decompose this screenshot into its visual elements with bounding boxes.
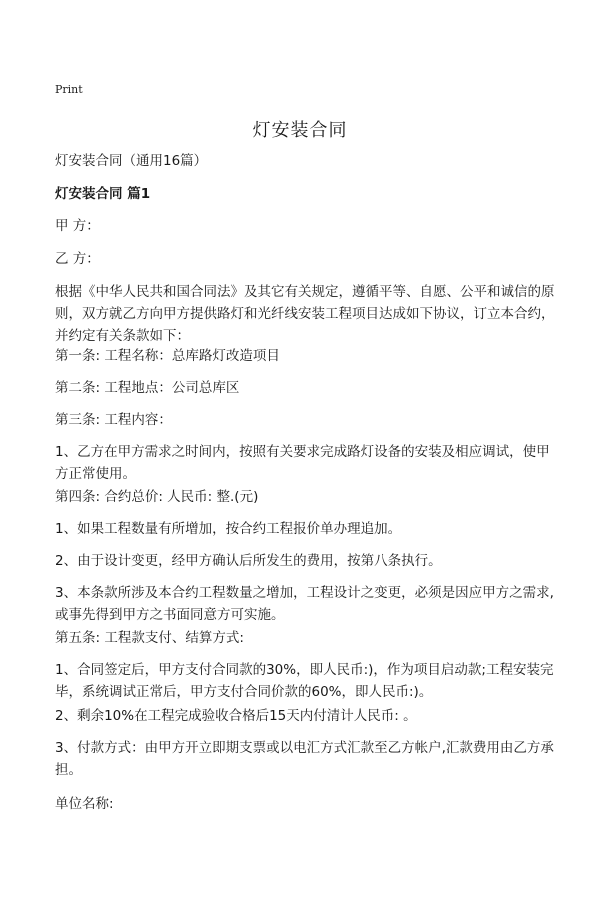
article-5-item-2: 2、剩余10%在工程完成验收合格后15天内付清计人民币: 。 xyxy=(55,708,417,724)
article-2: 第二条: 工程地点：公司总库区 xyxy=(55,380,240,396)
article-5-item-3: 3、付款方式：由甲方开立即期支票或以电汇方式汇款至乙方帐户,汇款费用由乙方承担。 xyxy=(55,740,554,778)
section-heading: 灯安装合同 篇1 xyxy=(55,186,151,202)
party-b-line: 乙 方： xyxy=(55,251,100,267)
unit-name-line: 单位名称: xyxy=(55,796,114,812)
article-1: 第一条: 工程名称：总库路灯改造项目 xyxy=(55,348,280,364)
document-subtitle: 灯安装合同（通用16篇） xyxy=(55,153,208,169)
article-5: 第五条: 工程款支付、结算方式: xyxy=(55,630,244,646)
party-a-line: 甲 方： xyxy=(55,218,100,234)
intro-paragraph: 根据《中华人民共和国合同法》及其它有关规定，遵循平等、自愿、公平和诚信的原则，双方就乙方向甲方提供路灯和光纤线安装工程项目达成如下协议，订立本合约，并约定有关条款如下： xyxy=(55,284,555,344)
article-5-item-1: 1、合同签定后，甲方支付合同款的30%，即人民币:)，作为项目启动款;工程安装完毕，系统调试正常后，甲方支付合同价款的60%，即人民币:)。 xyxy=(55,662,554,700)
article-4-item-2: 2、由于设计变更，经甲方确认后所发生的费用，按第八条执行。 xyxy=(55,553,442,569)
article-4-item-3: 3、本条款所涉及本合约工程数量之增加，工程设计之变更，必须是因应甲方之需求,或事先得到甲方之书面同意方可实施。 xyxy=(55,585,554,623)
article-3: 第三条: 工程内容： xyxy=(55,412,172,428)
article-4-item-1: 1、如果工程数量有所增加，按合约工程报价单办理追加。 xyxy=(55,521,402,537)
article-4: 第四条: 合约总价: 人民币: 整.(元) xyxy=(55,489,259,505)
page-title: 灯安装合同 xyxy=(252,120,348,141)
print-label: Print xyxy=(55,83,83,96)
article-3-item-1: 1、乙方在甲方需求之时间内，按照有关要求完成路灯设备的安装及相应调试，使甲方正常使用。 xyxy=(55,444,550,482)
